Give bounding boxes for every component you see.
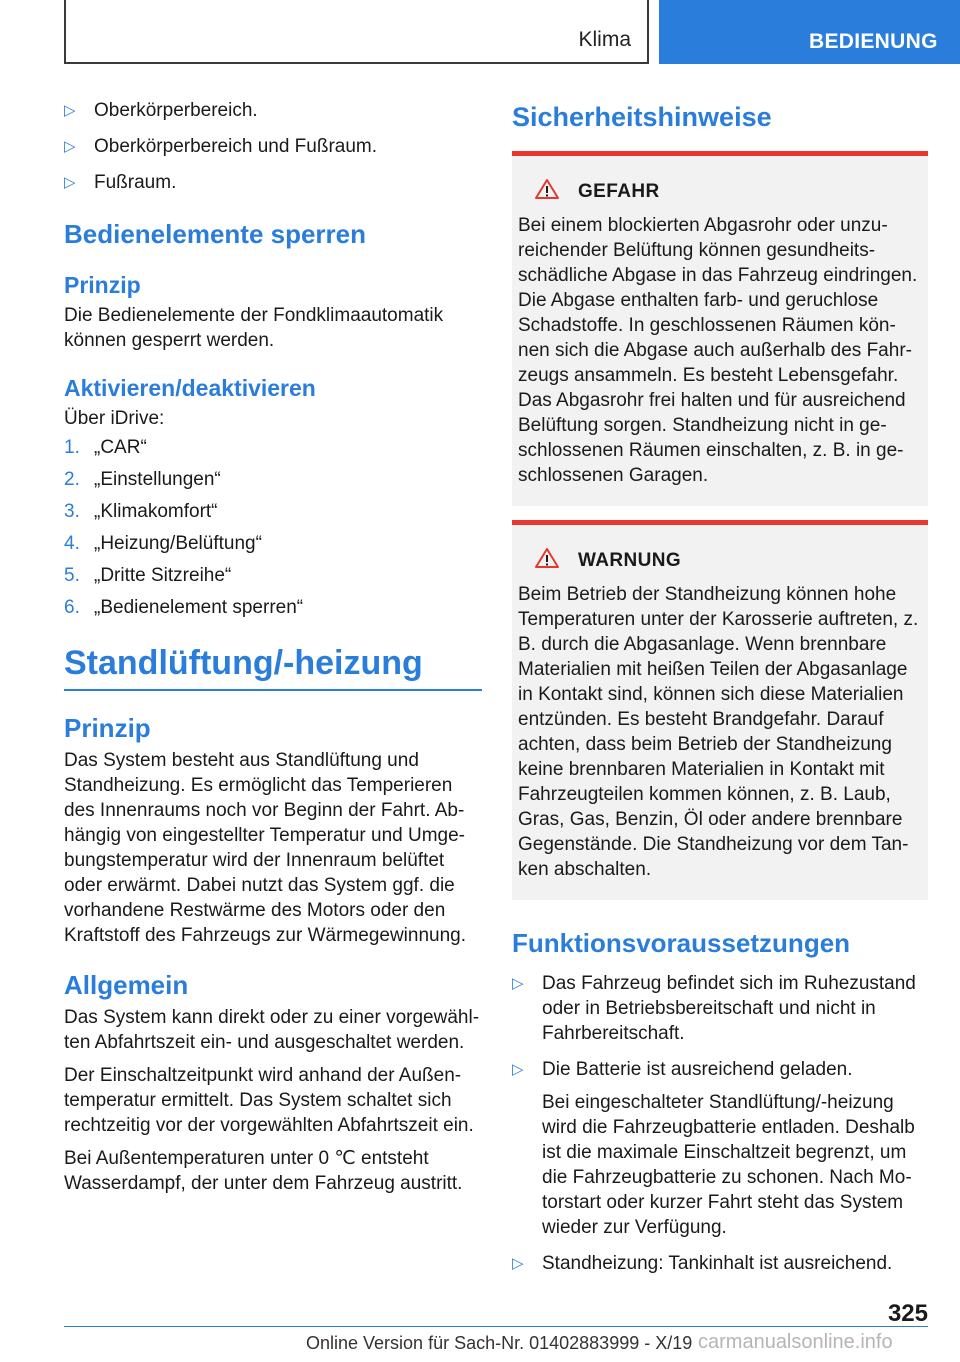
- heading-funktionsvoraussetzungen: Funktionsvoraussetzungen: [512, 928, 851, 958]
- list-item: 5. „Dritte Sitzreihe“: [64, 565, 232, 586]
- top-bullet-list: [64, 98, 482, 195]
- list-item: ▷ Oberkörperbereich.: [64, 100, 258, 121]
- heading-allgemein: Allgemein: [64, 970, 189, 1000]
- list-item: ▷ Standheizung: Tankinhalt ist ausreichend.: [512, 1253, 893, 1274]
- heading-prinzip: Prinzip: [64, 713, 151, 743]
- warning-triangle-icon: [534, 547, 560, 574]
- list-item: 1. „CAR“: [64, 437, 147, 458]
- paragraph: Das System besteht aus Standlüftung und Standheizung. Es ermöglicht das Temperieren des Innenraums noch vor Beginn der Fahrt. Ab‐hängig von eingestellter Temperatur und Umge‐bungstemperatur wird der Innenraum belüftet oder erwärmt. Dabei nutzt das System ggf. die vorhandene Restwärme des Motors oder den Kraftstoff des Fahrzeugs zur Wärmegewinnung.: [64, 750, 467, 946]
- paragraph: Über iDrive:: [64, 408, 165, 429]
- triangle-bullet-icon: ▷: [512, 1255, 524, 1272]
- right-column: [512, 98, 928, 1287]
- page-number: 325: [887, 1300, 928, 1327]
- danger-label: GEFAHR: [578, 180, 660, 202]
- warning-box: [512, 520, 928, 900]
- heading-rule: [64, 689, 482, 691]
- list-item: ▷ Fußraum.: [64, 172, 177, 193]
- warning-text: Beim Betrieb der Standheizung können hohe Temperaturen unter der Karosserie auftreten, z. B. durch die Abgasanlage. Wenn brennbare Materialien mit heißen Teilen der Abgasanlage in Kontakt sind, können sich diese Materialien entzünden. Es besteht Brandgefahr. Darauf achten, dass beim Betrieb der Standheizung keine brennbaren Materialien in Kontakt mit Fahrzeugteilen kommen können, z. B. Laub, Gras, Gas, Benzin, Öl oder andere brennbare Gegenstände. Die Standheizung vor dem Tan‐ken abschalten.: [518, 584, 919, 880]
- list-item: ▷ Oberkörperbereich und Fußraum.: [64, 136, 378, 157]
- triangle-bullet-icon: ▷: [64, 102, 76, 119]
- danger-header: [534, 178, 920, 205]
- list-item: ▷ Das Fahrzeug befindet sich im Ruhezustand oder in Betriebsbereitschaft und nicht in Fahrbereitschaft.: [512, 973, 916, 1044]
- list-item: 2. „Einstellungen“: [64, 469, 221, 490]
- warning-label: WARNUNG: [578, 549, 682, 571]
- danger-box: [512, 151, 928, 506]
- paragraph: Der Einschaltzeitpunkt wird anhand der Außen‐temperatur ermittelt. Das System schaltet sich rechtzeitig vor der vorgewählten Abfahrtszeit ein.: [64, 1065, 474, 1136]
- section-title: Klima: [578, 28, 631, 51]
- requirements-list: [512, 971, 928, 1276]
- steps-list: [64, 435, 482, 620]
- paragraph: Die Bedienelemente der Fondklimaautomatik können gesperrt werden.: [64, 305, 444, 351]
- warning-header: [534, 547, 920, 574]
- list-item: ▷ Die Batterie ist ausreichend geladen. Bei eingeschalteter Standlüftung/-heizung wird die Fahrzeugbatterie entladen. Deshalb ist die maximale Einschaltzeit begrenzt, um die Fahrzeugbatterie zu schonen. Nach Mo‐torstart oder kurzer Fahrt steht das System wieder zur Verfügung.: [512, 1057, 928, 1240]
- paragraph: Bei Außentemperaturen unter 0 ℃ entsteht Wasserdampf, der unter dem Fahrzeug austritt.: [64, 1148, 463, 1194]
- list-item: 6. „Bedienelement sperren“: [64, 597, 304, 618]
- watermark: carmanualsonline.info: [698, 1331, 893, 1353]
- left-column: [64, 98, 482, 1196]
- danger-text: Bei einem blockierten Abgasrohr oder unzu‐reichender Belüftung können gesundheits‐schädliche Abgase in das Fahrzeug eindringen. Die Abgase enthalten farb- und geruchlose Schadstoffe. In geschlossenen Räumen kön‐nen sich die Abgase auch außerhalb des Fahr‐zeugs ansammeln. Es besteht Lebensgefahr. Das Abgasrohr frei halten und für ausreichend Belüftung sorgen. Standheizung nicht in ge‐schlossenen Räumen einschalten, z. B. in ge‐schlossenen Garagen.: [518, 215, 918, 486]
- triangle-bullet-icon: ▷: [64, 174, 76, 191]
- heading-standlueftung: Standlüftung/-heizung: [64, 644, 423, 682]
- footer-rule: [64, 1326, 928, 1327]
- warning-triangle-icon: [534, 178, 560, 205]
- online-version-note: Online Version für Sach-Nr. 01402883999 - X/19: [306, 1333, 693, 1353]
- list-item: 4. „Heizung/Belüftung“: [64, 533, 262, 554]
- heading-aktivieren: Aktivieren/deaktivieren: [64, 375, 316, 401]
- triangle-bullet-icon: ▷: [512, 975, 524, 992]
- heading-sicherheitshinweise: Sicherheitshinweise: [512, 102, 772, 132]
- header-frame: [64, 0, 649, 64]
- chapter-tab: BEDIENUNG: [659, 0, 960, 64]
- list-item: 3. „Klimakomfort“: [64, 501, 218, 522]
- paragraph: Das System kann direkt oder zu einer vorgewähl‐ten Abfahrtszeit ein- und ausgeschaltet werden.: [64, 1007, 480, 1053]
- paragraph: Bei eingeschalteter Standlüftung/-heizung wird die Fahrzeugbatterie entladen. Deshalb ist die maximale Einschaltzeit begrenzt, um die Fahrzeugbatterie zu schonen. Nach Mo‐torstart oder kurzer Fahrt steht das System wieder zur Verfügung.: [542, 1092, 915, 1238]
- heading-prinzip: Prinzip: [64, 272, 141, 298]
- triangle-bullet-icon: ▷: [64, 138, 76, 155]
- heading-bedienelemente-sperren: Bedienelemente sperren: [64, 219, 367, 249]
- triangle-bullet-icon: ▷: [512, 1061, 524, 1078]
